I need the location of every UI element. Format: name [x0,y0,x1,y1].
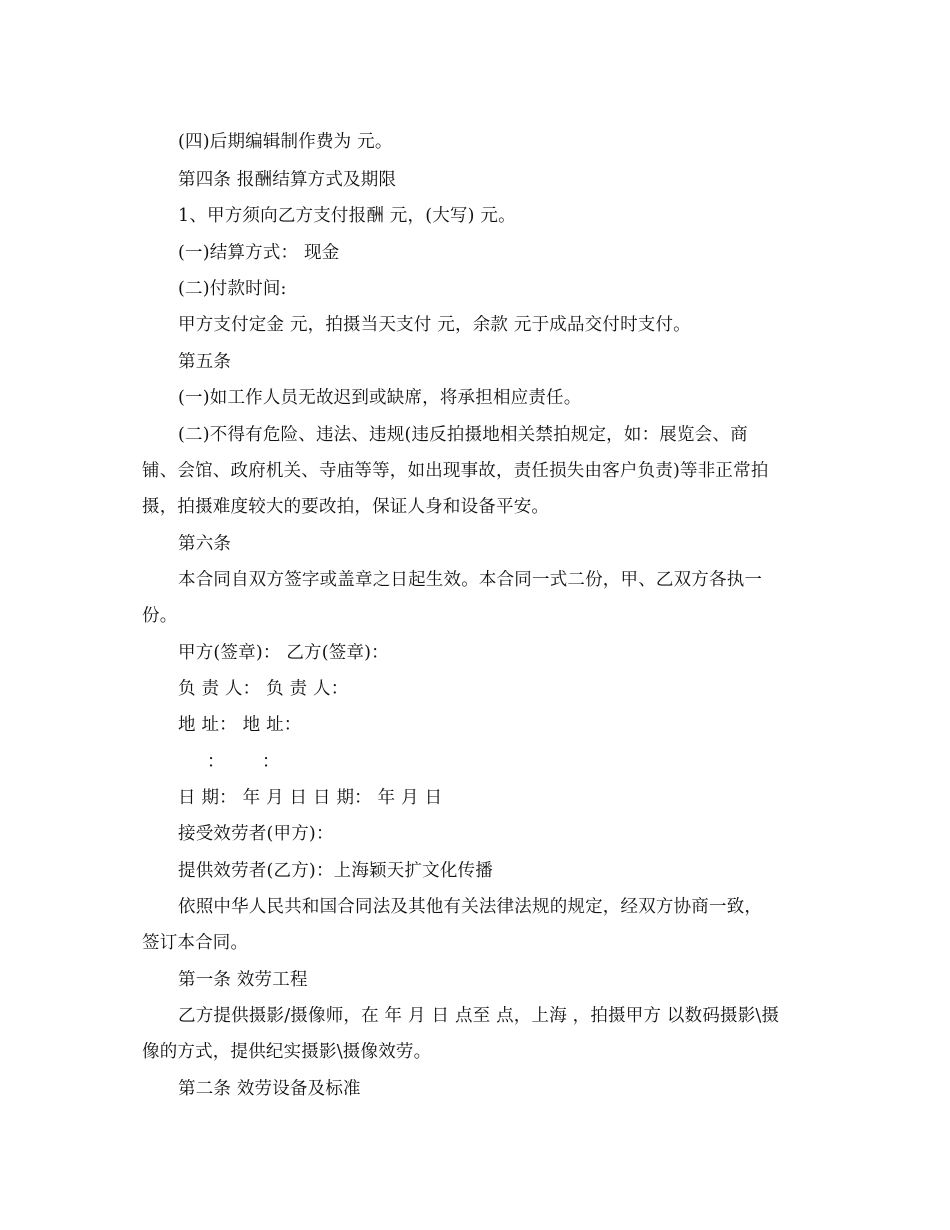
section-heading: 第四条 报酬结算方式及期限 [178,170,397,190]
signature-colon: ： [262,752,280,772]
signature-line: 甲方(签章)： 乙方(签章)： [178,643,389,663]
clause-continuation: 份。 [142,606,178,626]
clause-line: (一)结算方式： 现金 [178,243,340,263]
clause-continuation: 铺、会馆、政府机关、寺庙等等，如出现事故，责任损失由客户负责)等非正常拍 [142,461,769,481]
section-heading: 第六条 [178,534,232,554]
clause-line: (二)付款时间: [178,279,287,299]
signature-line: 地 址： 地 址： [178,715,302,735]
preamble-line: 依照中华人民共和国合同法及其他有关法律法规的规定，经双方协商一致， [178,897,763,917]
clause-continuation: 摄，拍摄难度较大的要改拍，保证人身和设备平安。 [142,497,550,517]
clause-line: 1、甲方须向乙方支付报酬 元，(大写) 元。 [178,206,516,226]
section-heading: 第一条 效劳工程 [178,970,308,990]
clause-line: (一)如工作人员无故迟到或缺席，将承担相应责任。 [178,388,582,408]
clause-continuation: 像的方式，提供纪实摄影\摄像效劳。 [142,1042,432,1062]
signature-line: 负 责 人： 负 责 人： [178,679,349,699]
clause-line: (四)后期编辑制作费为 元。 [178,132,393,152]
date-line: 日 期： 年 月 日 日 期： 年 月 日 [178,788,443,808]
clause-line: 乙方提供摄影/摄像师，在 年 月 日 点至 点，上海 ，拍摄甲方 以数码摄影\摄 [178,1006,780,1026]
clause-line: (二)不得有危险、违法、违规(违反拍摄地相关禁拍规定，如：展览会、商 [178,425,748,445]
preamble-continuation: 签订本合同。 [142,933,249,953]
signature-colon: ： [207,752,225,772]
section-heading: 第五条 [178,352,232,372]
section-heading: 第二条 效劳设备及标准 [178,1079,361,1099]
clause-line: 甲方支付定金 元，拍摄当天支付 元，余款 元于成品交付时支付。 [178,315,691,335]
party-line: 接受效劳者(甲方)： [178,824,334,844]
party-line: 提供效劳者(乙方)：上海颖天扩文化传播 [178,861,493,881]
clause-line: 本合同自双方签字或盖章之日起生效。本合同一式二份，甲、乙双方各执一 [178,570,763,590]
